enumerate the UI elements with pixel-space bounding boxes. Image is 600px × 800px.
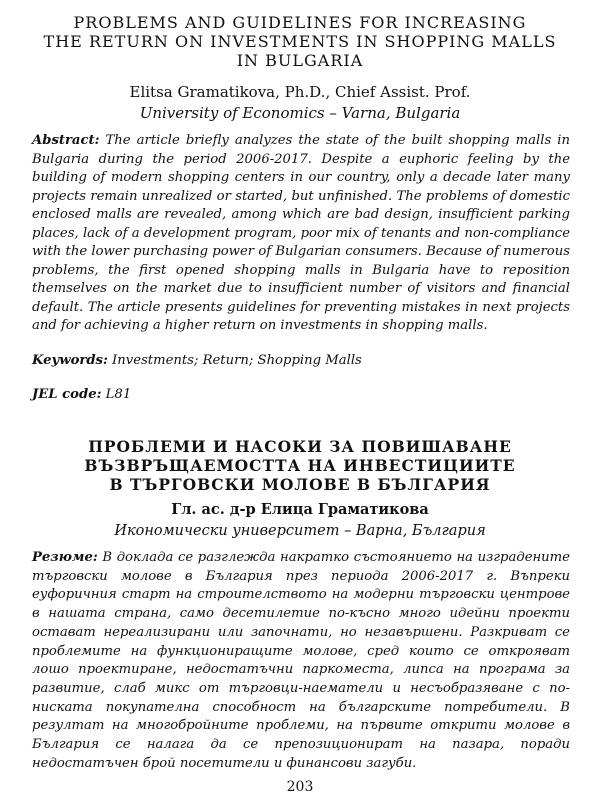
bulgarian-affiliation: Икономически университет – Варна, България	[114, 523, 486, 539]
bulgarian-title-line: ПРОБЛЕМИ И НАСОКИ ЗА ПОВИШАВАНЕ	[88, 436, 512, 456]
abstract-text: The article briefly analyzes the state of the built shopping malls in Bulgaria during the period 2006-2017. Despite a euphoric feeling by the building of modern shopping centers in our country, only a decade later many projects remain unrealized or started, but unfinished. The problems of domestic enclosed malls are revealed, among which are bad design, insufficient parking places, lack of a development program, poor mix of tenants and non-compliance with the lower purchasing power of Bulgarian consumers. Because of numerous problems, the first opened shopping malls in Bulgaria have to reposition themselves on the market due to insufficient number of visitors and financial default. The article presents guidelines for preventing mistakes in next projects and for achieving a higher return on investments in shopping malls.	[32, 133, 570, 333]
english-affiliation: University of Economics – Varna, Bulgaria	[139, 104, 461, 122]
english-title-line: THE RETURN ON INVESTMENTS IN SHOPPING MALLS	[43, 31, 557, 51]
bulgarian-title	[20, 437, 580, 494]
keywords	[32, 352, 570, 370]
abstract-label: Abstract:	[32, 133, 100, 148]
english-title	[20, 13, 580, 70]
english-abstract	[32, 132, 570, 336]
rezume-text: В доклада се разглежда накратко състоянието на изградените търговски молове в България през периода 2006-2017 г. Въпреки еуфоричния старт на строителството на модерни търговски центрове в нашата страна, само десетилетие по-късно много идейни проекти остават нереализирани или започнати, но незавършени. Разкриват се проблемите на функциониращите молове, сред които се открояват лошо проектиране, недостатъчни паркоместа, липса на програма за развитие, слаб микс от търговци-наематели и несъобразяване с по-ниската покупателна способност на българските потребители. В резултат на многобройните проблеми, на първите открити молове в България се налага да се препозиционират на пазара, поради недостатъчен брой посетители и финансови загуби.	[32, 550, 570, 771]
jel-text: L81	[105, 387, 132, 402]
bulgarian-author: Гл. ас. д-р Елица Граматикова	[171, 501, 429, 518]
english-title-line: PROBLEMS AND GUIDELINES FOR INCREASING	[73, 12, 527, 32]
english-title-line: IN BULGARIA	[236, 50, 364, 70]
english-author: Elitsa Gramatikova, Ph.D., Chief Assist. Prof.	[129, 83, 471, 101]
bulgarian-title-line: ВЪЗВРЪЩАЕМОСТТА НА ИНВЕСТИЦИИТЕ	[84, 455, 516, 475]
page-number: 203	[286, 779, 314, 795]
rezume-label: Резюме:	[32, 550, 98, 565]
keywords-text: Investments; Return; Shopping Malls	[112, 353, 362, 368]
jel-code	[32, 386, 570, 404]
bulgarian-abstract	[32, 549, 570, 773]
bulgarian-title-line: В ТЪРГОВСКИ МОЛОВЕ В БЪЛГАРИЯ	[109, 474, 491, 494]
jel-label: JEL code:	[32, 387, 102, 402]
keywords-label: Keywords:	[32, 353, 108, 368]
